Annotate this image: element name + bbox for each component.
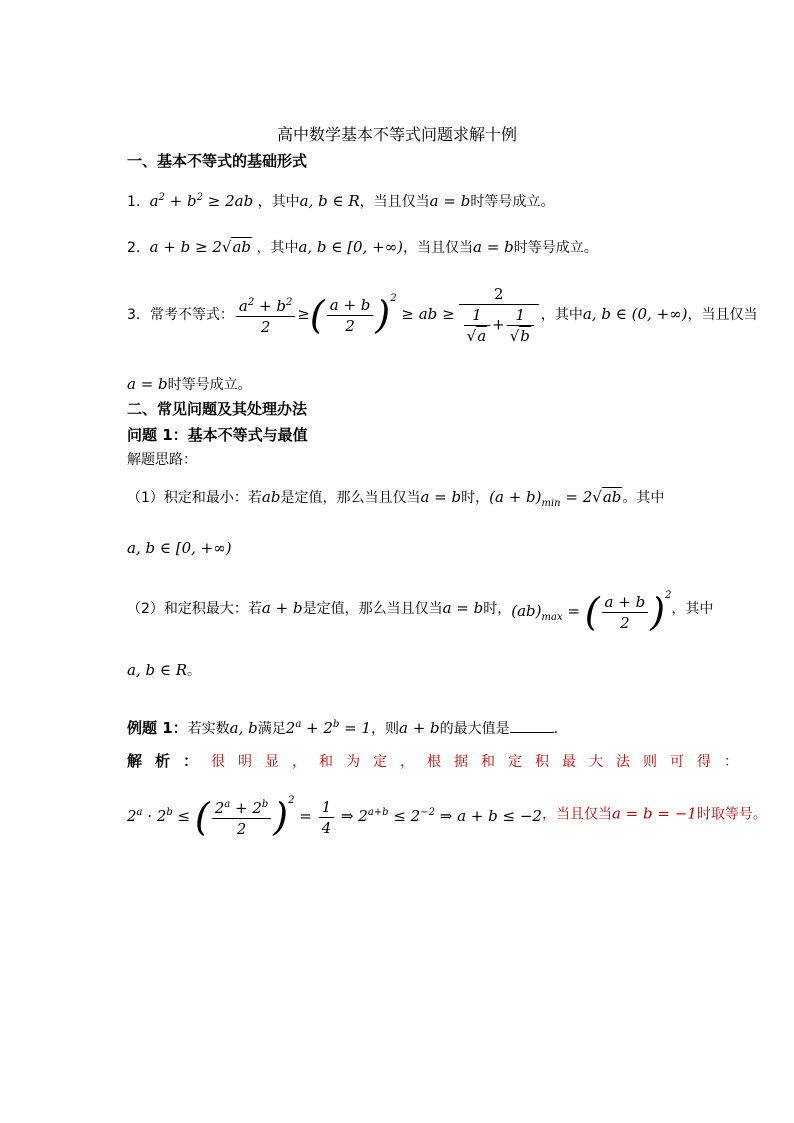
- p2-domain-line: a, b ∈ R。: [127, 661, 202, 679]
- example-1: [127, 714, 673, 740]
- example1-vars: a, b: [229, 719, 258, 737]
- p2-sum: a + b: [261, 598, 303, 617]
- p2-tail: ，其中: [671, 600, 714, 617]
- inequality-item-2: [127, 236, 673, 259]
- inequality-item-1: [127, 187, 673, 213]
- p1-eq-cond: a = b: [420, 488, 462, 506]
- item3-formula: $\frac{a^2 + b^2}{2}$ ≥( $\frac{a + b}{2}$ )$^2$ ≥ ab ≥ 2 $\frac{1}{√a}$ + $\frac{1}{√b}$: [234, 284, 541, 346]
- p2-mid2: 时，: [483, 600, 512, 617]
- solution-intro: [127, 750, 752, 773]
- page-title: 高中数学基本不等式问题求解十例: [276, 125, 517, 144]
- item3-cond-text: ，其中: [540, 307, 583, 323]
- example1-target: a + b: [399, 719, 440, 737]
- item2-eq-cond: a = b: [473, 238, 514, 256]
- item3-tail-text: ，当且仅当: [687, 307, 758, 323]
- example1-end: .: [553, 721, 559, 737]
- solution-eq-cond: a = b = −1: [611, 804, 697, 823]
- p1-domain-line: [127, 537, 673, 560]
- p1-prefix: （1）积定和最小：若: [127, 490, 262, 506]
- item1-formula: $a^2 + b^2 \ge 2ab$: [144, 192, 254, 210]
- approach-point-2: [127, 585, 714, 634]
- p1-mid2: 时，: [461, 490, 490, 506]
- item1-eq-cond: a = b: [429, 192, 471, 210]
- item2-number: 2.: [127, 240, 141, 256]
- p1-product: ab: [261, 488, 281, 506]
- example1-text4: 的最大值是: [439, 721, 510, 737]
- solution-tail2: 时取等号。: [696, 806, 767, 823]
- p2-formula: $(ab)_{max}$ = ( $\frac{a + b}{2}$ )$^2$: [511, 590, 672, 634]
- item3-eq-cond: a = b: [127, 375, 168, 393]
- p1-tail: 。其中: [622, 490, 665, 506]
- approach-label: 解题思路：: [127, 452, 197, 468]
- p2-prefix: （2）和定积最大：若: [127, 600, 262, 617]
- p1-mid1: 是定值，那么当且仅当: [280, 490, 421, 506]
- p2-mid1: 是定值，那么当且仅当: [302, 600, 443, 617]
- example1-text3: ，则: [371, 721, 399, 737]
- p1-domain: a, b ∈ [0, +∞): [127, 539, 232, 557]
- problem1-heading: 问题 1：基本不等式与最值: [127, 426, 308, 444]
- item2-domain: a, b ∈ [0, +∞): [298, 238, 404, 256]
- solution-derivation: [127, 790, 767, 839]
- solution-tail: ，当且仅当: [541, 806, 612, 823]
- item2-tail-text: ，当且仅当: [403, 240, 474, 256]
- section2-heading: 二、常见问题及其处理办法: [127, 400, 308, 418]
- item1-eq-tail: 时等号成立。: [470, 194, 555, 210]
- solution-label: 解析：: [127, 752, 212, 770]
- item2-formula: a + b ≥ 2√ab: [144, 238, 251, 256]
- item2-eq-tail: 时等号成立。: [513, 240, 598, 256]
- item3-continuation: [127, 373, 673, 396]
- inequality-item-3: [127, 284, 758, 346]
- item1-tail-text: ，当且仅当: [359, 194, 430, 210]
- item1-domain: a, b ∈ R: [299, 192, 360, 210]
- answer-blank: [510, 720, 554, 733]
- solution-text: 很明显，和为定，根据和定积最大法则可得：: [211, 754, 752, 770]
- p1-formula: $(a + b)_{min} = 2√ab$: [489, 488, 622, 509]
- example1-text2: 满足: [257, 721, 286, 737]
- example1-condition: $2^a + 2^b = 1$: [285, 719, 371, 737]
- p2-domain: a, b ∈ R: [127, 661, 188, 679]
- example1-label: 例题 1：: [127, 719, 188, 737]
- item3-eq-tail: 时等号成立。: [167, 377, 252, 393]
- solution-formula: $2^a \cdot 2^b$ ≤ ( $\frac{2^a + 2^b}{2}$ )$^2$ = $\frac{1}{4}$ ⇒ $2^{a+b} \le 2^{-2}$ ⇒ a + b ≤ −2: [127, 795, 542, 839]
- p2-eq-cond: a = b: [442, 598, 484, 617]
- item1-cond-text: ，其中: [257, 194, 300, 210]
- item3-domain: a, b ∈ (0, +∞): [582, 305, 688, 323]
- item3-label: 常考不等式：: [149, 307, 234, 323]
- approach-point-1: [127, 486, 673, 515]
- item1-number: 1.: [127, 194, 141, 210]
- item2-cond-text: ，其中: [256, 240, 299, 256]
- section1-heading: 一、基本不等式的基础形式: [127, 152, 308, 170]
- item3-number: 3．: [127, 307, 150, 323]
- example1-text1: 若实数: [187, 721, 230, 737]
